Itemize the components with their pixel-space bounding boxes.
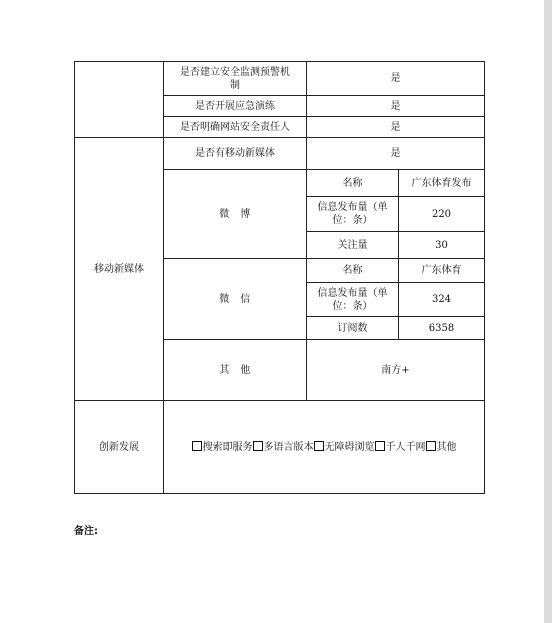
wechat-label: 微 信	[164, 259, 307, 340]
wechat-posts-label: 信息发布量（单位：条）	[307, 283, 399, 317]
weibo-posts-label: 信息发布量（单位：条）	[307, 197, 399, 232]
weibo-label: 微 博	[164, 170, 307, 259]
option-label: 多语言版本	[263, 441, 314, 453]
option-label: 无障碍浏览	[324, 441, 375, 453]
mobile-section-label: 移动新媒体	[75, 138, 164, 401]
other-label: 其 他	[164, 340, 307, 401]
table-row	[75, 62, 485, 96]
security-officer-value: 是	[307, 117, 485, 138]
wechat-posts-value: 324	[399, 283, 485, 317]
option-label: 搜索即服务	[202, 441, 253, 453]
warning-mechanism-value: 是	[307, 62, 485, 96]
checkbox-icon[interactable]	[253, 441, 263, 451]
warning-mechanism-label: 是否建立安全监测预警机制	[164, 62, 307, 96]
has-mobile-label: 是否有移动新媒体	[164, 138, 307, 170]
weibo-followers-label: 关注量	[307, 232, 399, 259]
weibo-posts-value: 220	[399, 197, 485, 232]
checkbox-icon[interactable]	[192, 441, 202, 451]
wechat-subscribers-label: 订阅数	[307, 317, 399, 340]
weibo-name-value: 广东体育发布	[399, 170, 485, 197]
option-label: 其他	[436, 441, 457, 453]
table-row	[75, 401, 485, 494]
note-label: 备注:	[74, 526, 98, 537]
security-officer-label: 是否明确网站安全责任人	[164, 117, 307, 138]
weibo-name-label: 名称	[307, 170, 399, 197]
checkbox-icon[interactable]	[375, 441, 385, 451]
innovation-options	[164, 401, 485, 494]
wechat-name-label: 名称	[307, 259, 399, 283]
option-label: 千人千网	[385, 441, 426, 453]
report-table	[74, 61, 485, 494]
other-value: 南方+	[307, 340, 485, 401]
checkbox-icon[interactable]	[314, 441, 324, 451]
table-row	[75, 138, 485, 170]
wechat-subscribers-value: 6358	[399, 317, 485, 340]
checkbox-icon[interactable]	[426, 441, 436, 451]
page-edge	[544, 0, 552, 623]
emergency-drill-label: 是否开展应急演练	[164, 96, 307, 117]
innovation-section-label: 创新发展	[75, 401, 164, 494]
emergency-drill-value: 是	[307, 96, 485, 117]
weibo-followers-value: 30	[399, 232, 485, 259]
wechat-name-value: 广东体育	[399, 259, 485, 283]
security-section-cell	[75, 62, 164, 138]
has-mobile-value: 是	[307, 138, 485, 170]
